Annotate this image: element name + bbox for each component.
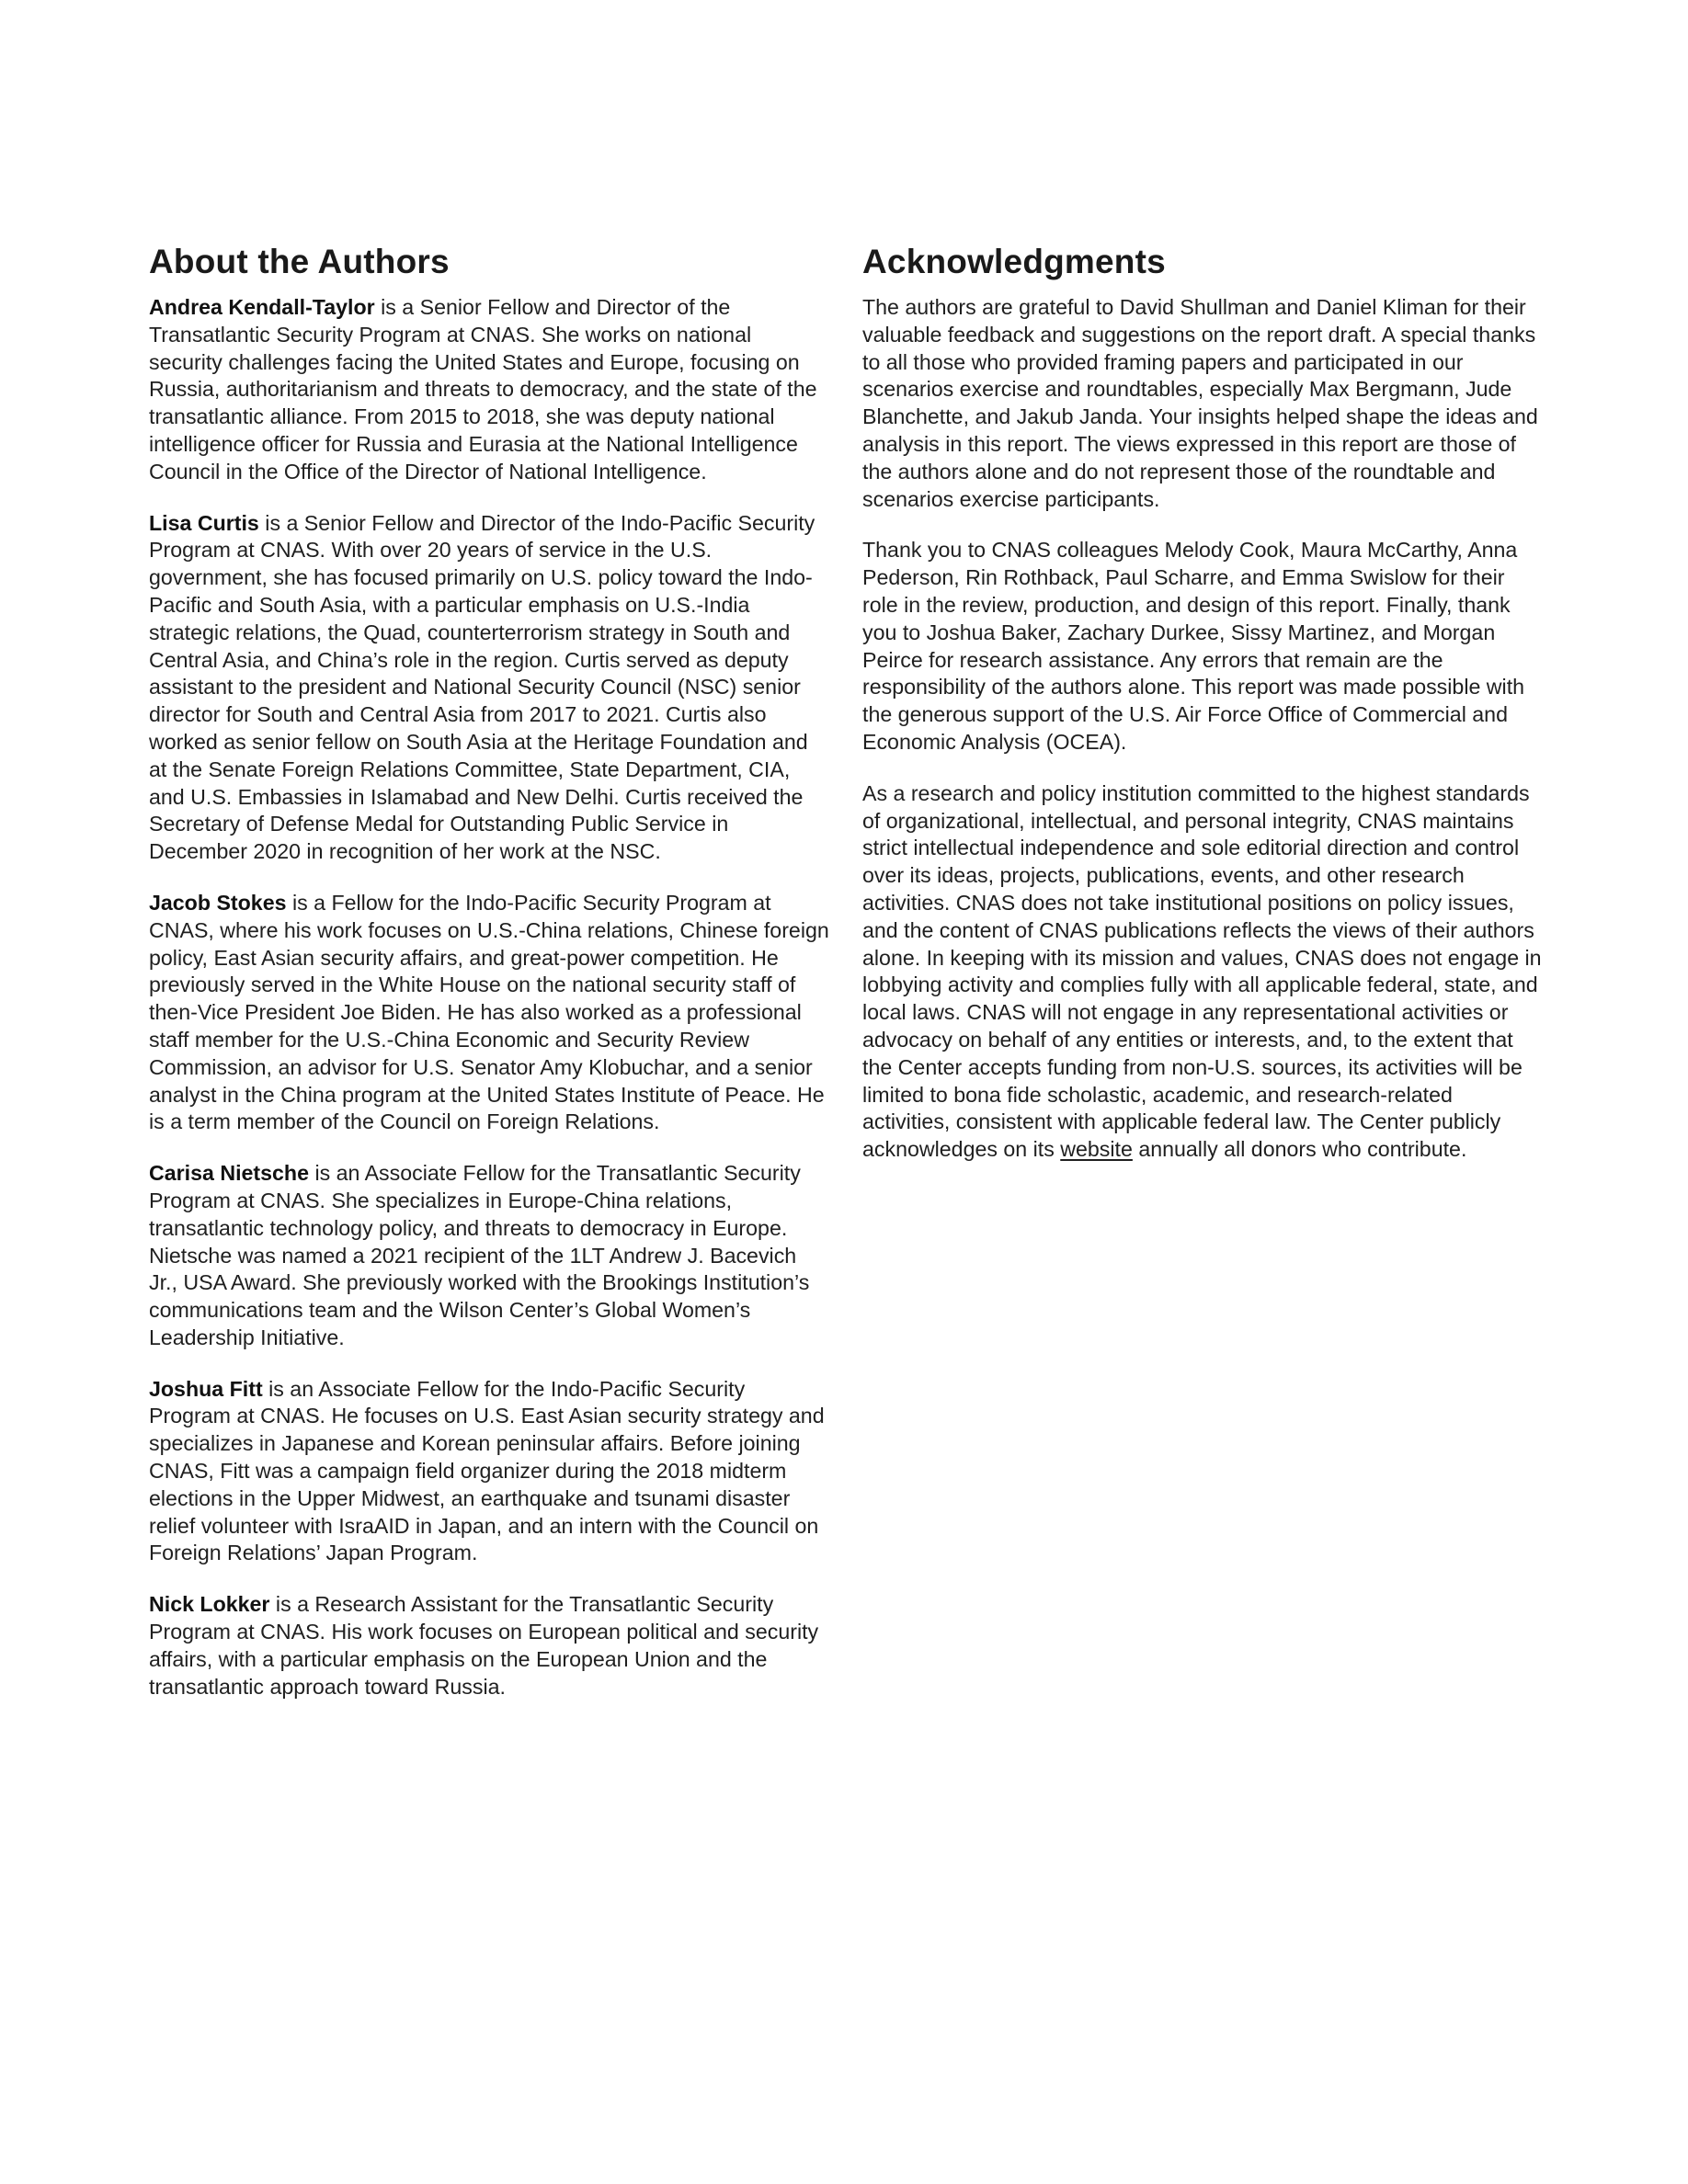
acknowledgments-heading: Acknowledgments — [862, 243, 1166, 280]
author-bio-text: is a Senior Fellow and Director of the Transatlantic Security Program at CNAS. She works on national security challenges facing the United States and Europe, focusing on Russia, authoritarianism and threats to democracy, and the state of the transatlantic alliance. From 2015 to 2018, she was deputy national intelligence officer for Russia and Eurasia at the National Intelligence Council in the Office of the Director of National Intelligence. — [149, 295, 817, 483]
website-link[interactable]: website — [1060, 1137, 1133, 1162]
author-bio-text: is an Associate Fellow for the Indo-Pacific Security Program at CNAS. He focuses on U.S. East Asian security strategy and specializes in Japanese and Korean peninsular affairs. Before joining CNAS, Fitt was a campaign field organizer during the 2018 midterm elections in the Upper Midwest, an earthquake and tsunami disaster relief volunteer with IsraAID in Japan, and an intern with the Council on Foreign Relations’ Japan Program. — [149, 1376, 825, 1565]
about-the-authors-section — [149, 241, 829, 1724]
author-name: Jacob Stokes — [149, 890, 287, 915]
about-the-authors-heading: About the Authors — [149, 243, 450, 280]
author-name: Carisa Nietsche — [149, 1161, 309, 1186]
acknowledgments-paragraph: The authors are grateful to David Shullman and Daniel Kliman for their valuable feedback and suggestions on the report draft. A special thanks to all those who provided framing papers and participated in our scenarios exercise and roundtables, especially Max Bergmann, Jude Blanchette, and Jakub Janda. Your insights helped shape the ideas and analysis in this report. The views expressed in this report are those of the authors alone and do not represent those of the roundtable and scenarios exercise participants. — [862, 295, 1538, 511]
author-bio — [149, 1376, 829, 1568]
independence-statement-text: As a research and policy institution committed to the highest standards of organizational, intellectual, and personal integrity, CNAS maintains strict intellectual independence and sole editorial direction and control over its ideas, projects, publications, events, and other research activities. CNAS does not take institutional positions on policy issues, and the content of CNAS publications reflects the views of their authors alone. In keeping with its mission and values, CNAS does not engage in lobbying activity and complies fully with all applicable federal, state, and local laws. CNAS will not engage in any representational activities or advocacy on behalf of any entities or interests, and, to the extent that the Center accepts funding from non-U.S. sources, its activities will be limited to bona fide scholastic, academic, and research-related activities, consistent with applicable federal law. The Center publicly acknowledges on its — [862, 780, 1542, 1162]
author-bio — [149, 1160, 829, 1352]
independence-statement-text-end: annually all donors who contribute. — [1132, 1137, 1467, 1162]
author-bio — [149, 890, 829, 1136]
acknowledgments-paragraph: Thank you to CNAS colleagues Melody Cook, Maura McCarthy, Anna Pederson, Rin Rothback, Paul Scharre, and Emma Swislow for their role in the review, production, and design of this report. Finally, thank you to Joshua Baker, Zachary Durkee, Sissy Martinez, and Morgan Peirce for research assistance. Any errors that remain are the responsibility of the authors alone. This report was made possible with the generous support of the U.S. Air Force Office of Commercial and Economic Analysis (OCEA). — [862, 538, 1525, 754]
acknowledgments-section — [862, 241, 1543, 1188]
author-name: Andrea Kendall-Taylor — [149, 295, 375, 319]
author-name: Lisa Curtis — [149, 510, 259, 535]
author-bio-text: is an Associate Fellow for the Transatlantic Security Program at CNAS. She specializes in Europe-China relations, transatlantic technology policy, and threats to democracy in Europe. Nietsche was named a 2021 recipient of the 1LT Andrew J. Bacevich Jr., USA Award. She previously worked with the Brookings Institution’s communications team and the Wilson Center’s Global Women’s Leadership Initiative. — [149, 1161, 810, 1349]
author-bio-text: is a Fellow for the Indo-Pacific Security Program at CNAS, where his work focuses on U.S.-China relations, Chinese foreign policy, East Asian security affairs, and great-power competition. He previously served in the White House on the national security staff of then-Vice President Joe Biden. He has also worked as a professional staff member for the U.S.-China Economic and Security Review Commission, an advisor for U.S. Senator Amy Klobuchar, and a senior analyst in the China program at the United States Institute of Peace. He is a term member of the Council on Foreign Relations. — [149, 890, 829, 1134]
author-bio — [149, 510, 829, 866]
independence-statement-paragraph — [862, 780, 1543, 1164]
author-bio — [149, 294, 829, 486]
author-bio-text: is a Senior Fellow and Director of the Indo-Pacific Security Program at CNAS. With over 20 years of service in the U.S. government, she has focused primarily on U.S. policy toward the Indo-Pacific and South Asia, with a particular emphasis on U.S.-India strategic relations, the Quad, counterterrorism strategy in South and Central Asia, and China’s role in the region. Curtis served as deputy assistant to the president and National Security Council (NSC) senior director for South and Central Asia from 2017 to 2021. Curtis also worked as senior fellow on South Asia at the Heritage Foundation and at the Senate Foreign Relations Committee, State Department, CIA, and U.S. Embassies in Islamabad and New Delhi. Curtis received the Secretary of Defense Medal for Outstanding Public Service in December 2020 in recognition of her work at the NSC. — [149, 510, 815, 864]
author-bio — [149, 1591, 829, 1701]
author-name: Joshua Fitt — [149, 1376, 263, 1401]
author-bio-text: is a Research Assistant for the Transatlantic Security Program at CNAS. His work focuses on European political and security affairs, with a particular emphasis on the European Union and the transatlantic approach toward Russia. — [149, 1592, 819, 1699]
author-name: Nick Lokker — [149, 1592, 270, 1617]
